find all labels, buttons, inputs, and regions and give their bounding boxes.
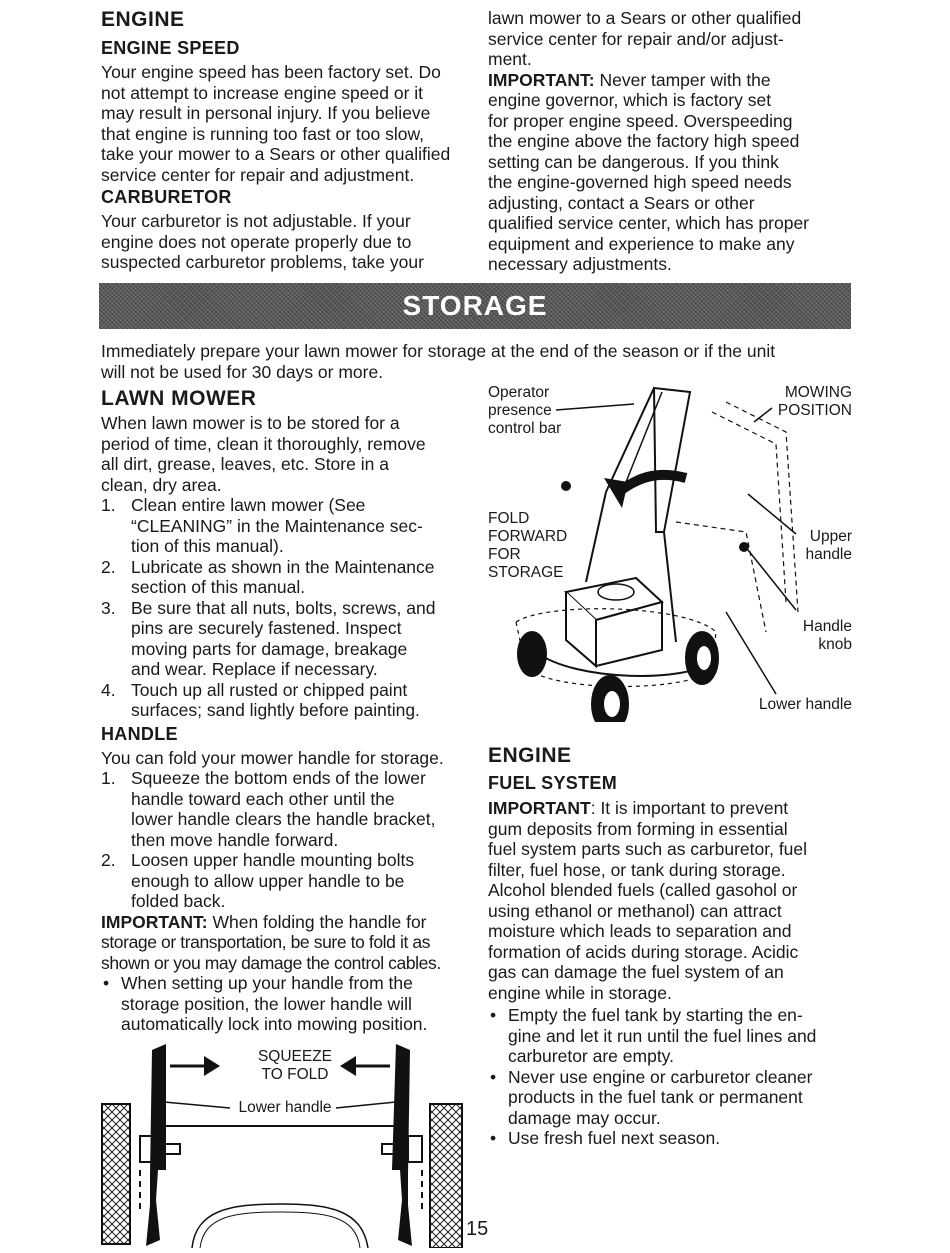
text-line: storage or transportation, be sure to fold it as — [101, 932, 431, 952]
bullet-dot: • — [490, 1005, 497, 1025]
subheading-engine-speed: ENGINE SPEED — [101, 38, 240, 58]
right-bracket — [408, 1136, 422, 1162]
storage-intro — [101, 341, 861, 382]
text-line: Touch up all rusted or chipped paint — [131, 679, 408, 700]
left-wheel — [102, 1104, 130, 1244]
text-line: Use fresh fuel next season. — [508, 1128, 721, 1148]
handle-knob-label — [786, 618, 852, 654]
text-line: When lawn mower is to be stored for a — [101, 413, 400, 433]
important-label: IMPORTANT: — [101, 911, 208, 932]
text-line: STORAGE — [488, 564, 564, 581]
right-wheel — [430, 1104, 462, 1248]
engine-section-top — [101, 8, 471, 273]
step-number: 1. — [101, 495, 116, 515]
step-number: 2. — [101, 850, 116, 870]
list-item — [101, 973, 473, 1035]
text-line: may result in personal injury. If you believe — [101, 103, 431, 123]
text-line: service center for repair and adjustment. — [101, 164, 415, 185]
list-item — [101, 850, 473, 912]
fold-forward-label — [488, 510, 588, 582]
text-line: Never use engine or carburetor cleaner — [508, 1066, 813, 1087]
text-line: knob — [818, 636, 852, 653]
section-heading-lawn-mower: LAWN MOWER — [101, 387, 257, 410]
text-line: handle — [805, 546, 852, 563]
text-line: adjusting, contact a Sears or other — [488, 192, 755, 213]
text-line: Be sure that all nuts, bolts, screws, and — [131, 597, 436, 618]
text-line: moving parts for damage, breakage — [131, 638, 408, 659]
text-line: “CLEANING” in the Maintenance sec- — [131, 515, 423, 536]
text-line: surfaces; sand lightly before painting. — [131, 700, 420, 720]
list-item — [101, 768, 473, 850]
mower-fold-figure — [486, 382, 858, 722]
step-number: 4. — [101, 679, 116, 700]
engine-fuel-section — [488, 744, 860, 1149]
text-line: suspected carburetor problems, take your — [101, 252, 424, 272]
bullet-dot: • — [490, 1066, 497, 1087]
text-line: formation of acids during storage. Acidic — [488, 941, 799, 962]
important-line — [488, 70, 858, 91]
text-line: pins are securely fastened. Inspect — [131, 618, 402, 638]
list-item — [488, 1128, 860, 1149]
text-line: lower handle clears the handle bracket, — [131, 809, 436, 829]
text-line: enough to allow upper handle to be — [131, 870, 405, 891]
lawn-mower-section — [101, 387, 473, 1035]
text-line: Lubricate as shown in the Maintenance — [131, 556, 435, 577]
section-heading-engine: ENGINE — [101, 8, 185, 31]
text-line: fuel system parts such as carburetor, fuel — [488, 839, 808, 859]
upper-handle-label — [786, 528, 852, 564]
text-line: Your engine speed has been factory set. Do — [101, 62, 441, 82]
text-line: Upper — [809, 528, 852, 545]
text-line: Handle — [802, 618, 852, 635]
engine-speed-paragraph — [101, 62, 471, 185]
text-line: engine while in storage. — [488, 982, 672, 1003]
subheading-carburetor: CARBURETOR — [101, 187, 232, 207]
text-line: presence — [488, 402, 552, 419]
text-line: all dirt, grease, leaves, etc. Store in a — [101, 454, 389, 474]
text-line: then move handle forward. — [131, 829, 339, 850]
list-item — [101, 495, 473, 557]
text-line: gine and let it run until the fuel lines and — [508, 1025, 817, 1046]
lower-handle-label: Lower handle — [238, 1099, 332, 1116]
text-line: necessary adjustments. — [488, 254, 672, 274]
bullet-dot: • — [103, 973, 110, 993]
important-label: IMPORTANT: — [488, 69, 595, 90]
text-line: setting can be dangerous. If you think — [488, 151, 779, 172]
step-number: 3. — [101, 597, 116, 618]
fold-arrow — [604, 478, 628, 508]
text-line: FOLD — [488, 510, 530, 527]
section-heading-engine: ENGINE — [488, 744, 572, 767]
text-line: tion of this manual). — [131, 536, 284, 556]
text-line: moisture which leads to separation and — [488, 921, 792, 941]
handle-intro: You can fold your mower handle for storage. — [101, 747, 444, 768]
list-item — [488, 1067, 860, 1129]
front-left-wheel — [518, 632, 546, 676]
text-line: Squeeze the bottom ends of the lower — [131, 768, 426, 788]
storage-banner — [99, 283, 851, 329]
text-line: damage may occur. — [508, 1107, 661, 1128]
text-line: engine does not operate properly due to — [101, 231, 412, 252]
list-item — [488, 1005, 860, 1067]
text-line: products in the fuel tank or permanent — [508, 1087, 803, 1107]
bullet-dot: • — [490, 1128, 497, 1148]
text-line: qualified service center, which has proper — [488, 213, 810, 233]
carburetor-paragraph — [101, 211, 471, 273]
text-line: SQUEEZE — [257, 1048, 333, 1065]
subheading-handle: HANDLE — [101, 723, 178, 744]
text-line: clean, dry area. — [101, 474, 222, 495]
text-line: POSITION — [777, 402, 852, 419]
text-line: for proper engine speed. Overspeeding — [488, 110, 793, 131]
engine-section-top-continued — [488, 8, 858, 275]
text-span: Never tamper with the — [594, 69, 771, 90]
handle-fold-figure — [100, 1040, 472, 1248]
important-label: IMPORTANT — [488, 798, 591, 818]
text-line: the engine above the factory high speed — [488, 131, 800, 151]
text-line: shown or you may damage the control cables. — [101, 952, 441, 973]
text-line: using ethanol or methanol) can attract — [488, 900, 782, 921]
list-item — [101, 598, 473, 680]
operator-presence-label — [488, 384, 588, 438]
text-line: Immediately prepare your lawn mower for storage at the end of the season or if the unit — [101, 341, 776, 361]
text-line: automatically lock into mowing position. — [121, 1014, 428, 1034]
text-line: handle toward each other until the — [131, 788, 395, 809]
text-line: service center for repair and/or adjust- — [488, 28, 784, 49]
step-number: 2. — [101, 556, 116, 577]
page-number: 15 — [466, 1218, 489, 1240]
lawn-mower-steps — [101, 495, 473, 721]
mower-deck-outline — [192, 1204, 368, 1248]
list-item — [101, 680, 473, 721]
text-line: carburetor are empty. — [508, 1046, 674, 1066]
text-line: FOR — [488, 546, 521, 563]
step-number: 1. — [101, 768, 116, 788]
text-line: not attempt to increase engine speed or it — [101, 82, 424, 103]
handle-steps — [101, 768, 473, 912]
text-line: that engine is running too fast or too slow, — [101, 123, 424, 144]
text-line: TO FOLD — [261, 1066, 329, 1083]
text-line: section of this manual. — [131, 577, 306, 597]
text-span: : It is important to prevent — [590, 798, 789, 818]
handle-bullets — [101, 973, 473, 1035]
text-line: Operator — [488, 384, 550, 401]
lawn-mower-intro — [101, 413, 473, 495]
banner-title: STORAGE — [402, 290, 548, 321]
text-line: period of time, clean it thoroughly, remove — [101, 433, 426, 454]
text-line: control bar — [488, 420, 562, 437]
text-line: the engine-governed high speed needs — [488, 172, 792, 192]
text-line: lawn mower to a Sears or other qualified — [488, 8, 802, 28]
text-line: folded back. — [131, 891, 226, 911]
text-line: Loosen upper handle mounting bolts — [131, 850, 415, 870]
text-line: gas can damage the fuel system of an — [488, 962, 784, 982]
text-line: will not be used for 30 days or more. — [101, 361, 384, 382]
text-line: take your mower to a Sears or other qualified — [101, 144, 451, 164]
lower-handle-label: Lower handle — [758, 696, 852, 713]
text-line: engine governor, which is factory set — [488, 90, 772, 110]
text-line: FORWARD — [488, 528, 568, 545]
text-line: Your carburetor is not adjustable. If your — [101, 211, 411, 231]
text-line: ment. — [488, 49, 532, 69]
text-line: storage position, the lower handle will — [121, 993, 412, 1014]
mowing-position-label — [754, 384, 852, 420]
text-line: Empty the fuel tank by starting the en- — [508, 1005, 803, 1025]
list-item — [101, 557, 473, 598]
text-line: MOWING — [784, 384, 852, 401]
text-line: equipment and experience to make any — [488, 233, 795, 254]
text-line: When setting up your handle from the — [121, 973, 413, 993]
squeeze-to-fold-label — [240, 1048, 350, 1084]
important-line — [488, 798, 860, 819]
text-line: Clean entire lawn mower (See — [131, 495, 366, 515]
subheading-fuel-system: FUEL SYSTEM — [488, 773, 617, 793]
text-line: gum deposits from forming in essential — [488, 818, 788, 839]
important-line — [101, 912, 473, 933]
text-line: and wear. Replace if necessary. — [131, 659, 378, 679]
fuel-bullets — [488, 1005, 860, 1149]
text-line: filter, fuel hose, or tank during storage. — [488, 859, 786, 880]
text-line: Alcohol blended fuels (called gasohol or — [488, 880, 798, 900]
text-span: When folding the handle for — [207, 911, 427, 932]
